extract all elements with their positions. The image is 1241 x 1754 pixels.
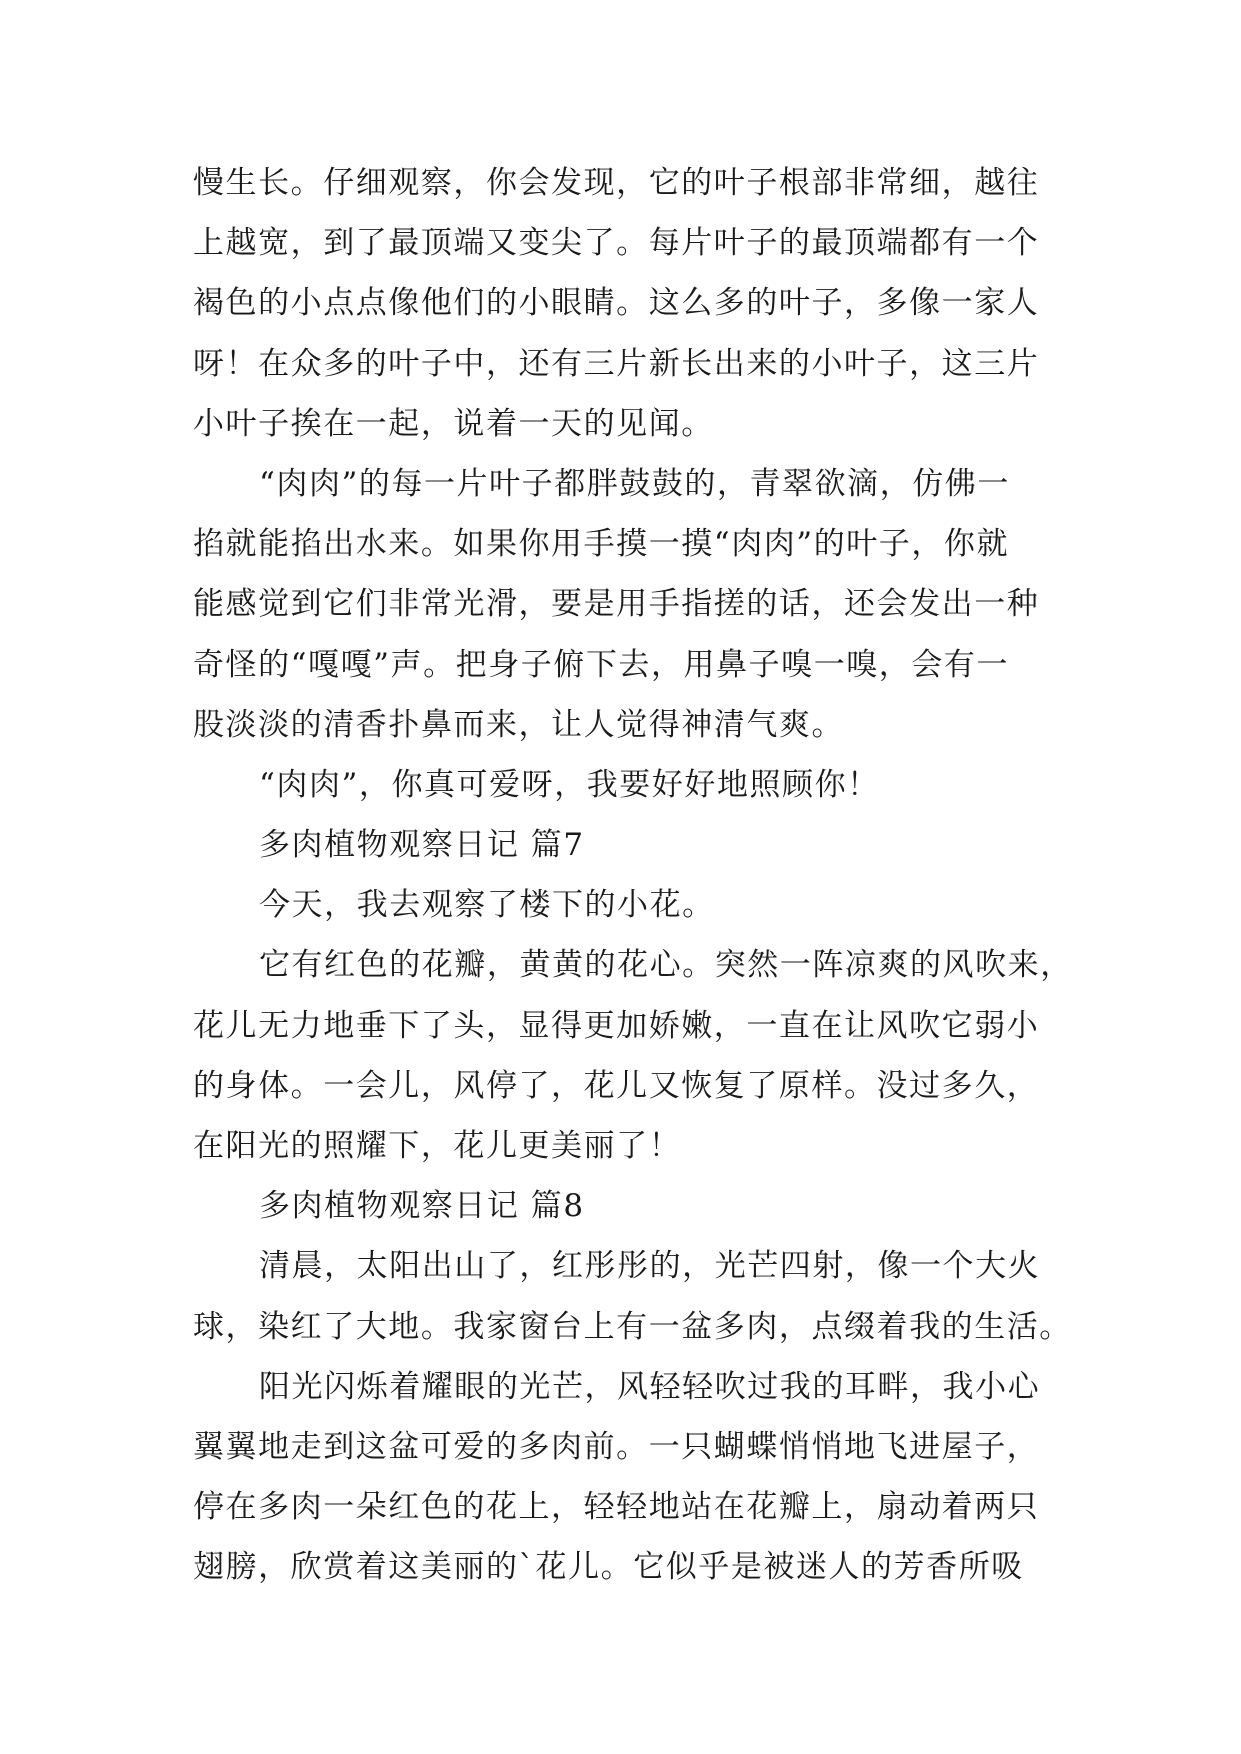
- text-line: 翼翼地走到这盆可爱的多肉前。一只蝴蝶悄悄地飞进屋子，: [193, 1428, 1040, 1465]
- text-line: “肉肉”的每一片叶子都胖鼓鼓的，青翠欲滴，仿佛一: [259, 465, 1010, 502]
- text-line: 呀！在众多的叶子中，还有三片新长出来的小叶子，这三片: [193, 345, 1040, 382]
- text-line: 阳光闪烁着耀眼的光芒，风轻轻吹过我的耳畔，我小心: [259, 1368, 1041, 1405]
- text-line: 今天，我去观察了楼下的小花。: [259, 887, 715, 924]
- text-line: 慢生长。仔细观察，你会发现，它的叶子根部非常细，越往: [193, 165, 1040, 201]
- text-line: 在阳光的照耀下，花儿更美丽了！: [193, 1128, 682, 1164]
- text-line: 球，染红了大地。我家窗台上有一盆多肉，点缀着我的生活。: [193, 1308, 1072, 1345]
- text-line: 褐色的小点点像他们的小眼睛。这么多的叶子，多像一家人: [193, 285, 1040, 322]
- text-line: 停在多肉一朵红色的花上，轻轻地站在花瓣上，扇动着两只: [193, 1489, 1040, 1526]
- text-line: 花儿无力地垂下了头，显得更加娇嫩，一直在让风吹它弱小: [193, 1007, 1040, 1044]
- text-line: 上越宽，到了最顶端又变尖了。每片叶子的最顶端都有一个: [193, 225, 1040, 262]
- text-line: 奇怪的“嘎嘎”声。把身子俯下去，用鼻子嗅一嗅，会有一: [193, 646, 1009, 683]
- text-line: 它有红色的花瓣，黄黄的花心。突然一阵凉爽的风吹来，: [259, 947, 1073, 984]
- text-line: 小叶子挨在一起，说着一天的见闻。: [193, 405, 714, 442]
- text-line: 能感觉到它们非常光滑，要是用手指搓的话，还会发出一种: [193, 586, 1040, 623]
- text-line: 多肉植物观察日记 篇8: [259, 1188, 585, 1225]
- text-line: 多肉植物观察日记 篇7: [259, 827, 585, 864]
- text-line: 清晨，太阳出山了，红彤彤的，光芒四射，像一个大火: [259, 1248, 1041, 1285]
- text-line: 翅膀，欣赏着这美丽的`花儿。它似乎是被迷人的芳香所吸: [193, 1549, 1024, 1586]
- text-line: 股淡淡的清香扑鼻而来，让人觉得神清气爽。: [193, 706, 844, 743]
- text-line: 掐就能掐出水来。如果你用手摸一摸“肉肉”的叶子，你就: [193, 526, 1009, 563]
- text-line: 的身体。一会儿，风停了，花儿又恢复了原样。没过多久，: [193, 1067, 1040, 1104]
- text-line: “肉肉”，你真可爱呀，我要好好地照顾你！: [259, 766, 880, 803]
- body-text: [193, 153, 1073, 1598]
